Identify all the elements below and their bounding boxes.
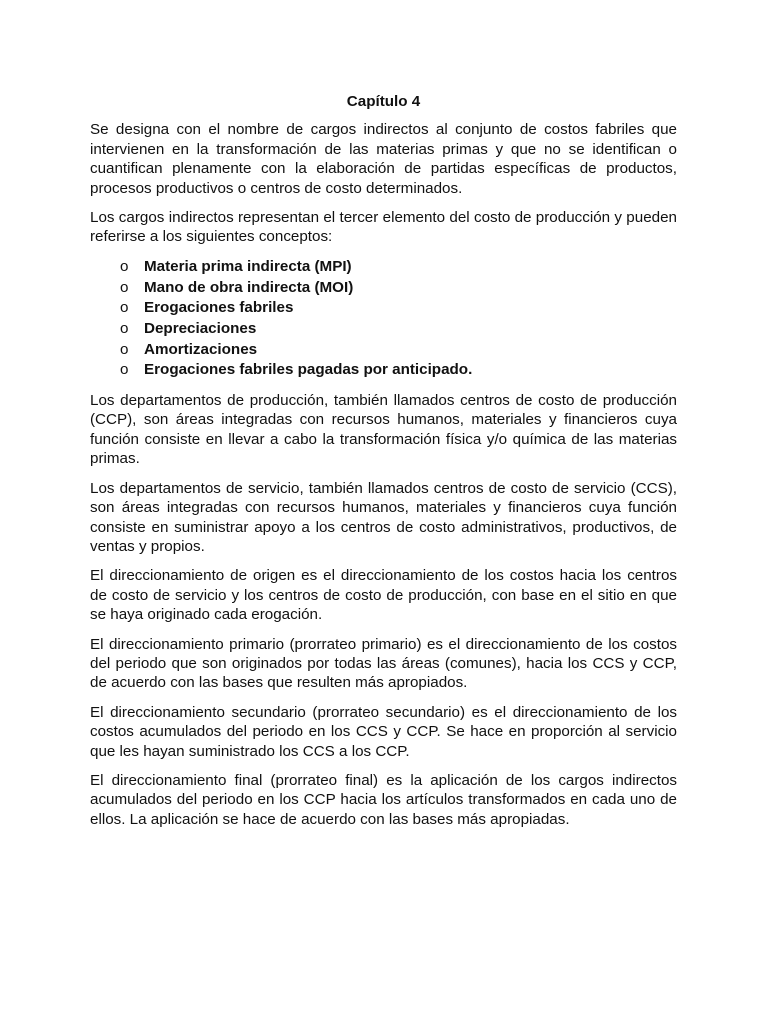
list-item-label: Erogaciones fabriles — [144, 299, 294, 317]
list-item-label: Mano de obra indirecta (MOI) — [144, 278, 354, 296]
body-paragraph-secondary-allocation: El direccionamiento secundario (prorrateo secundario) es el direccionamiento de los costos acumulados del periodo en los CCS y CCP. Se hace en proporción al servicio que les hayan suministrado los CCS a los CCP. — [90, 703, 677, 760]
chapter-title: Capítulo 4 — [346, 93, 421, 110]
bullet-marker: o — [120, 299, 129, 317]
document-page — [90, 92, 677, 839]
bullet-marker: o — [120, 319, 129, 337]
intro-paragraph-1: Se designa con el nombre de cargos indirectos al conjunto de costos fabriles que intervienen en la transformación de las materias primas y que no se identifican o cuantifican plenamente con la elaboración de partidas específicas de productos, procesos productivos o centros de costo determinados. — [90, 121, 677, 197]
bullet-marker: o — [120, 340, 129, 358]
list-item — [120, 257, 677, 278]
list-item-label: Materia prima indirecta (MPI) — [144, 257, 352, 275]
list-item — [120, 360, 677, 381]
list-item — [120, 319, 677, 340]
body-paragraph-service-departments: Los departamentos de servicio, también llamados centros de costo de servicio (CCS), son áreas integradas con recursos humanos, materiales y financieros cuya función consiste en suministrar apoyo a los centros de costo administrativos, productivos, de ventas y propios. — [90, 479, 677, 555]
body-paragraph-origin-allocation: El direccionamiento de origen es el direccionamiento de los costos hacia los centros de costo de servicio y los centros de costo de producción, con base en el sitio en que se haya originado cada erogación. — [90, 567, 677, 624]
list-item-label: Erogaciones fabriles pagadas por anticipado. — [144, 361, 473, 379]
intro-paragraph-2: Los cargos indirectos representan el tercer elemento del costo de producción y pueden referirse a los siguientes conceptos: — [90, 209, 677, 246]
bullet-marker: o — [120, 278, 129, 296]
concepts-list — [90, 257, 677, 381]
body-paragraph-production-departments: Los departamentos de producción, también llamados centros de costo de producción (CCP), son áreas integradas con recursos humanos, materiales y financieros cuya función consiste en llevar a cabo la transformación física y/o química de las materias primas. — [90, 392, 677, 468]
list-item — [120, 278, 677, 299]
body-paragraph-primary-allocation: El direccionamiento primario (prorrateo primario) es el direccionamiento de los costos del periodo que son originados por todas las áreas (comunes), hacia los CCS y CCP, de acuerdo con las bases que resulten más apropiados. — [90, 635, 677, 692]
list-item — [120, 340, 677, 361]
bullet-marker: o — [120, 257, 129, 275]
list-item-label: Depreciaciones — [144, 319, 257, 337]
list-item-label: Amortizaciones — [144, 340, 258, 358]
body-paragraph-final-allocation: El direccionamiento final (prorrateo final) es la aplicación de los cargos indirectos acumulados del periodo en los CCP hacia los artículos transformados en cada uno de ellos. La aplicación se hace de acuerdo con las bases más apropiadas. — [90, 771, 677, 828]
bullet-marker: o — [120, 361, 129, 379]
list-item — [120, 298, 677, 319]
